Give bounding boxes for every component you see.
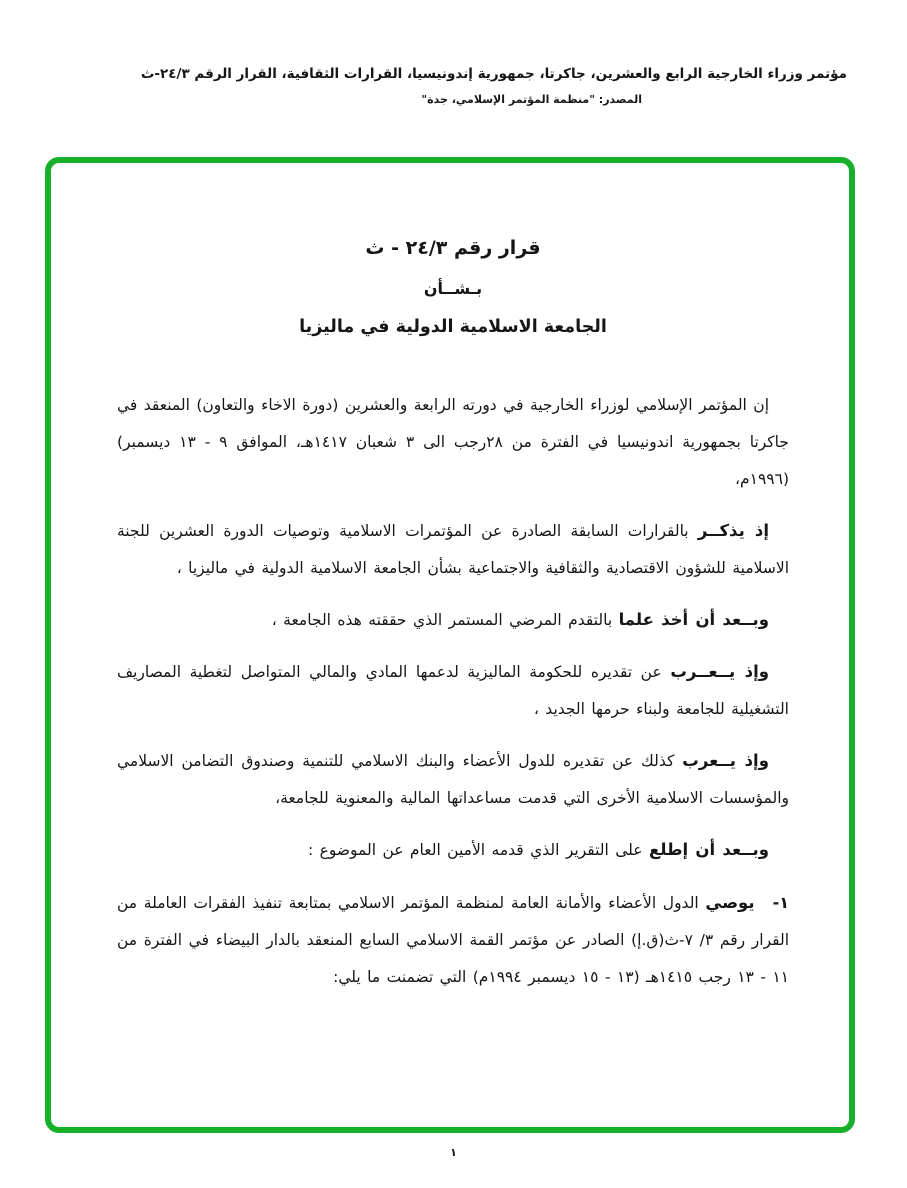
paragraph-lead: وبــعد أن أخذ علما — [618, 610, 769, 629]
list-item-lead: يوصي — [705, 893, 755, 912]
resolution-number-title: قرار رقم ٢٤/٣ - ث — [365, 237, 541, 259]
header-conference-line: مؤتمر وزراء الخارجية الرابع والعشرين، جاكرتا، جمهورية إندونيسيا، القرارات الثقافية، القرار الرقم ٢٤/٣-ث — [140, 66, 847, 82]
paragraph-text: كذلك عن تقديره للدول الأعضاء والبنك الاسلامي للتنمية وصندوق التضامن الاسلامي والمؤسسات الاسلامية الأخرى التي قدمت مساعداتها المالية والمعنوية للجامعة، — [117, 752, 789, 807]
resolution-content — [51, 163, 849, 996]
resolution-title-block — [117, 237, 789, 337]
paragraph-lead: وبــعد أن إطلع — [648, 840, 769, 859]
paragraph-preamble — [117, 386, 789, 498]
paragraph-expressing-thanks-malaysia — [117, 653, 789, 728]
resolution-green-frame — [45, 157, 855, 1133]
paragraph-having-reviewed — [117, 831, 789, 869]
paragraph-text: إن المؤتمر الإسلامي لوزراء الخارجية في دورته الرابعة والعشرين (دورة الاخاء والتعاون) المنعقد في جاكرتا بجمهورية اندونيسيا في الفترة من ٢٨رجب الى ٣ شعبان ١٤١٧هـ، الموافق ⁦(٩ - ١٣ ديسمبر ١٩٩٦م)⁩، — [117, 396, 789, 488]
document-header — [40, 66, 847, 106]
resolution-body — [117, 386, 789, 996]
list-item-text: الدول الأعضاء والأمانة العامة لمنظمة المؤتمر الاسلامي بمتابعة تنفيذ الفقرات العاملة من القرار رقم ⁦٣/ ٧-ث(ق.إ)⁩ الصادر عن مؤتمر القمة الاسلامي السابع المنعقد بالدار البيضاء في الفترة من ١١ - ١٣ رجب ١٤١٥هـ ⁦(١٣ - ١٥ ديسمبر ١٩٩٤م)⁩ التي تضمنت ما يلي: — [117, 894, 790, 986]
list-item-1 — [117, 884, 789, 996]
paragraph-expressing-thanks-members — [117, 742, 789, 817]
resolution-subject-title: الجامعة الاسلامية الدولية في ماليزيا — [299, 317, 607, 337]
paragraph-text: بالتقدم المرضي المستمر الذي حققته هذه الجامعة ، — [271, 611, 613, 629]
paragraph-lead: وإذ يــعــرب — [670, 662, 769, 681]
paragraph-text: بالقرارات السابقة الصادرة عن المؤتمرات الاسلامية وتوصيات الدورة العشرين للجنة الاسلامية للشؤون الاقتصادية والثقافية والاجتماعية بشأن الجامعة الاسلامية الدولية في ماليزيا ، — [117, 522, 789, 577]
header-source-line: المصدر: "منظمة المؤتمر الإسلامي، جدة" — [421, 93, 642, 106]
page-number: ١ — [450, 1146, 457, 1159]
paragraph-lead: وإذ يــعرب — [682, 751, 769, 770]
list-item-number: ١- — [772, 893, 789, 912]
paragraph-text: عن تقديره للحكومة الماليزية لدعمها المادي والمالي المتواصل لتغطية المصاريف التشغيلية للجامعة ولبناء حرمها الجديد ، — [117, 663, 789, 718]
paragraph-taking-note — [117, 601, 789, 639]
paragraph-lead: إذ يذكــر — [697, 521, 769, 540]
paragraph-recalling — [117, 512, 789, 587]
resolution-regarding-word: بـشــأن — [423, 279, 483, 298]
paragraph-text: على التقرير الذي قدمه الأمين العام عن الموضوع : — [307, 841, 643, 859]
